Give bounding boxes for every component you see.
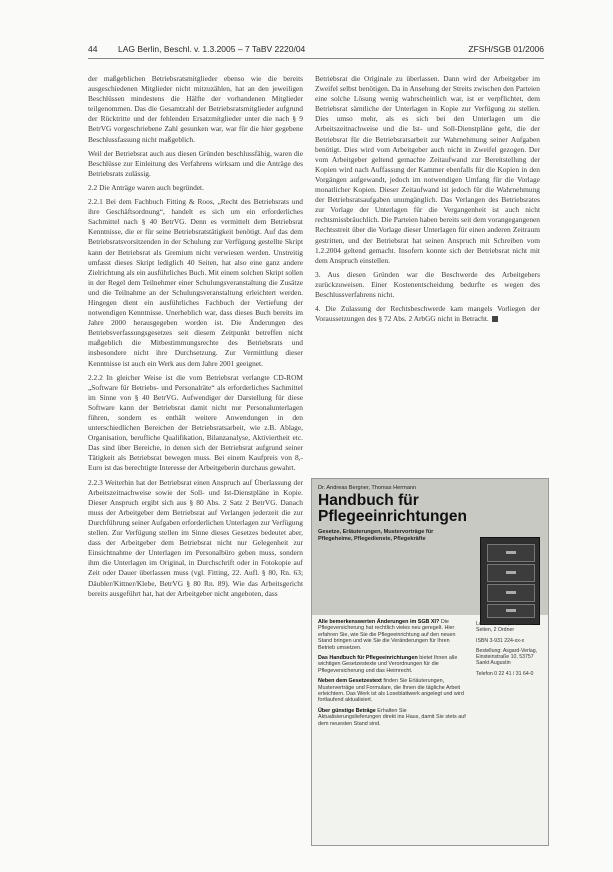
ad-description [318,619,468,727]
case-citation: LAG Berlin, Beschl. v. 1.3.2005 – 7 TaBV 2220/04 [118,44,306,54]
paragraph [315,304,540,324]
book-advertisement [311,478,549,846]
right-text-column [315,74,540,328]
paragraph-text: 4. Die Zulassung der Rechtsbeschwerde kam mangels Vorliegen der Voraussetzungen des § 72 Abs. 2 ArbGG nicht in Betracht. [315,304,540,324]
paragraph: 2.2.2 In gleicher Weise ist die vom Betriebsrat verlangte CD-ROM „Software für Betriebs- und Personalräte“ als erforderliches Sachmittel im Sinne von § 40 BetrVG. Aufwendiger der Darstellung für diese Software kann der Betriebsrat damit nicht nur Personalunterlagen führen, sondern es enthält weitere Anwendungen in den unterschiedlichen Bereichen der Betriebsratsarbeit, wie z.B. Ablage, Organisation, berufliche Qualifikation, Bilanzanalyse, Aktiviertheit etc. Das sind über Bereiche, in denen sich der Betriebsrat aufgrund seiner Tätigkeit als Betriebsrat bewegen muss. Bei einem Kaufpreis von 8,- Euro ist das berechtigte Interesse der Arbeitgeberin durchaus gewahrt. [88,372,303,473]
ad-subtitle: Gesetze, Erläuterungen, Mustervorträge für Pflegeheime, Pflegedienste, Pflegekräfte [318,529,434,542]
paragraph: 2.2.1 Bei dem Fachbuch Fitting & Roos, „Recht des Betriebsrats und ihre Geschäftsordnung“, handelt es sich um ein erforderliches Sachmittel nach § 40 BetrVG. Denn es vermittelt dem Betriebsrat Kenntnisse, die er für seine Betriebsratstätigkeit benötigt. Auf das dem Betriebsratsvorsitzenden in der Schulung zur Verfügung gestellte Skript kann der Betriebsrat als Gremium nicht verwiesen werden. Unstreitig umfasst dieses Skript lediglich 40 Seiten, hat also eine ganz andere Zielrichtung als ein ausführliches Buch. Mit einem solchen Skript sollen in der Regel dem Teilnehmer einer Schulungsveranstaltung die Zusätze und die Teilnahme an der Schulungsveranstaltung erleichtert werden. Hingegen dient ein ausführliches Fachbuch der Vertiefung der notwendigen Kenntnisse. Unerheblich war, dass dieses Buch bereits im Jahre 2000 herausgegeben worden ist. Die Änderungen des Betriebsverfassungsgesetzes seit diesem Zeitpunkt betreffen nicht maßgeblich die Mitbestimmungsrechte des Betriebsrats und insbesondere nicht ihre Durchsetzung. Zur Vermittlung dieser Kenntnisse ist auch ein Werk aus dem Jahre 2001 geeignet. [88,197,303,368]
left-text-column [88,74,303,603]
binder-image [480,537,540,625]
order-line: Loseblattwerk, ca. 1.500 Seiten, 2 Ordner [476,621,533,634]
section-heading: 2.2 Die Anträge waren auch begründet. [88,182,204,192]
binder-drawer [487,584,535,602]
ad-paragraph: Das Handbuch für Pflegeeinrichtungen bietet Ihnen alle wichtigen Gesetzestexte und Verordnungen für die Pflegeversicherung und das Heimrecht. [318,655,458,674]
paragraph: Weil der Betriebsrat auch aus diesen Gründen beschlussfähig, waren die Beschlüsse zur Einleitung des Verfahrens wirksam und die Anträge des Betriebsrats zulässig. [88,148,303,178]
advertisement-banner [312,479,548,615]
binder-drawer [487,564,535,582]
journal-reference: ZFSH/SGB 01/2006 [468,44,544,54]
binder-drawer [487,544,535,562]
paragraph: der maßgeblichen Betriebsratsmitglieder ebenso wie die bereits ausgeschiedenen Mitglieder nicht mitzuzählen, hat an den jeweiligen Beschlüssen mindestens die Hälfte der vorhandenen Mitglieder teilgenommen. Das die Gesamtzahl der Betriebsratsmitglieder aufgrund der Rücktritte und der fehlenden Ersatzmitglieder unter die nach § 9 BetrVG vorgeschriebene Zahl gesunken war, war für die hier gegebene Beschlussfassung nicht maßgeblich. [88,74,303,144]
ad-order-info [476,621,542,681]
order-line: ISBN 3-931 224-xx-x [476,637,525,644]
order-line: Bestellung: Asgard-Verlag, Einsteinstraße 10, 53757 Sankt Augustin [476,647,538,667]
paragraph: 2.2.3 Weiterhin hat der Betriebsrat einen Anspruch auf Überlassung der Arbeitszeitnachweise sowie der Soll- und Ist-Dienstpläne in Kopie. Dieser Anspruch ergibt sich aus § 80 Abs. 2 Satz 2 BetrVG. Danach muss der Arbeitgeber dem Betriebsrat auf Verlangen jederzeit die zur Durchführung seiner Aufgaben erforderlichen Unterlagen zur Verfügung stellen. Zur Verfügung stellen im Sinne dieses Gesetzes bedeutet aber, dass der Arbeitgeber dem Betriebsrat nicht nur Gelegenheit zur Einsichtnahme der Unterlagen im Personalbüro geben muss, sondern ihm die Unterlagen im Original, in Durchschrift oder in Fotokopie auf Zeit oder Dauer überlassen muss (vgl. Fitting, 22. Aufl. § 80, Rn. 63; Däubler/Kittner/Klebe, BetrVG § 80 Rn. 89). Wie das Arbeitsgericht bereits ausgeführt hat, hat der Arbeitgeber nicht angeboten, dass [88,477,303,598]
advertisement-body [312,615,548,735]
ad-title: Handbuch für Pflegeeinrichtungen [318,492,467,525]
order-line: Telefon 0 22 41 / 31 64-0 [476,670,534,677]
ad-paragraph: Neben dem Gesetzestext finden Sie Erläuterungen, Musterverträge und Formulare, die Ihnen die tägliche Arbeit erleichtern. Das Werk ist als Loseblattwerk angelegt und wird fortlaufend aktualisiert. [318,678,464,704]
ad-paragraph: Über günstige Beträge Erhalten Sie Aktualisierungslieferungen direkt ins Haus, damit Sie stets auf dem neuesten Stand sind. [318,707,466,727]
paragraph: Betriebsrat die Originale zu überlassen. Dann wird der Arbeitgeber im Zweifel selbst benötigen. Da in Ansehung der Streits zwischen den Parteien eine solche Lösung wenig wahrscheinlich war, ist er verpflichtet, dem Betriebsrat sämtliche der Unterlagen in Kopie zur Verfügung zu stellen. Dies umso mehr, als es sich bei den Unterlagen um die Arbeitszeitnachweise und die Ist- und Soll-Dienstpläne geht, die der Betriebsrat für die Betriebsratsarbeit zur Wahrnehmung seiner Aufgaben benötigt. Dies wird vom Arbeitgeber auch nicht in Zweifel gezogen. Der vom Arbeitgeber geltend gemachte Zeitaufwand zur Bereitstellung der Kopien wird nach Auffassung der Kammer ebenfalls für die Kopien in den Vorgängen aufgewandt, jedoch im notwendigen Umfang für die Vorlage monatlicher Kopien. Dieser Zeitaufwand ist jedoch für die Wahrnehmung der Betriebsratsaufgaben unumgänglich. Das Verlangen des Betriebsrates zur Vorlage der Unterlagen für die Vergangenheit ist auch nicht rechtsmissbräuchlich. Die Parteien haben bereits seit dem vorangegangenen Rechtsstreit über die Vorlage dieser Unterlagen für einen anderen Zeitraum gestritten, und der Betriebsrat hat seinen Anspruch mit Schreiben vom 1.2.2004 geltend gemacht. Insofern konnte sich der Betriebsrat nicht mit dem Anspruch einstellen. [315,74,540,265]
page-number: 44 [88,44,98,54]
end-of-article-mark [492,316,498,322]
running-header [88,44,544,59]
ad-paragraph: Alle bemerkenswerten Änderungen im SGB XI? Die Pflegeversicherung hat rechtlich vieles neu geregelt. Hier erfahren Sie, wie Sie die Pflegeeinrichtung auf den neuen Stand bringen und wie Sie die Veränderungen für Ihren Betrieb umsetzen. [318,619,456,651]
ad-authors: Dr. Andreas Bergner, Thomas Hermann [318,485,417,491]
paragraph: 3. Aus diesen Gründen war die Beschwerde des Arbeitgebers zurückzuweisen. Einer Kostenentscheidung bedurfte es wegen des Beschlussverfahrens nicht. [315,269,540,299]
